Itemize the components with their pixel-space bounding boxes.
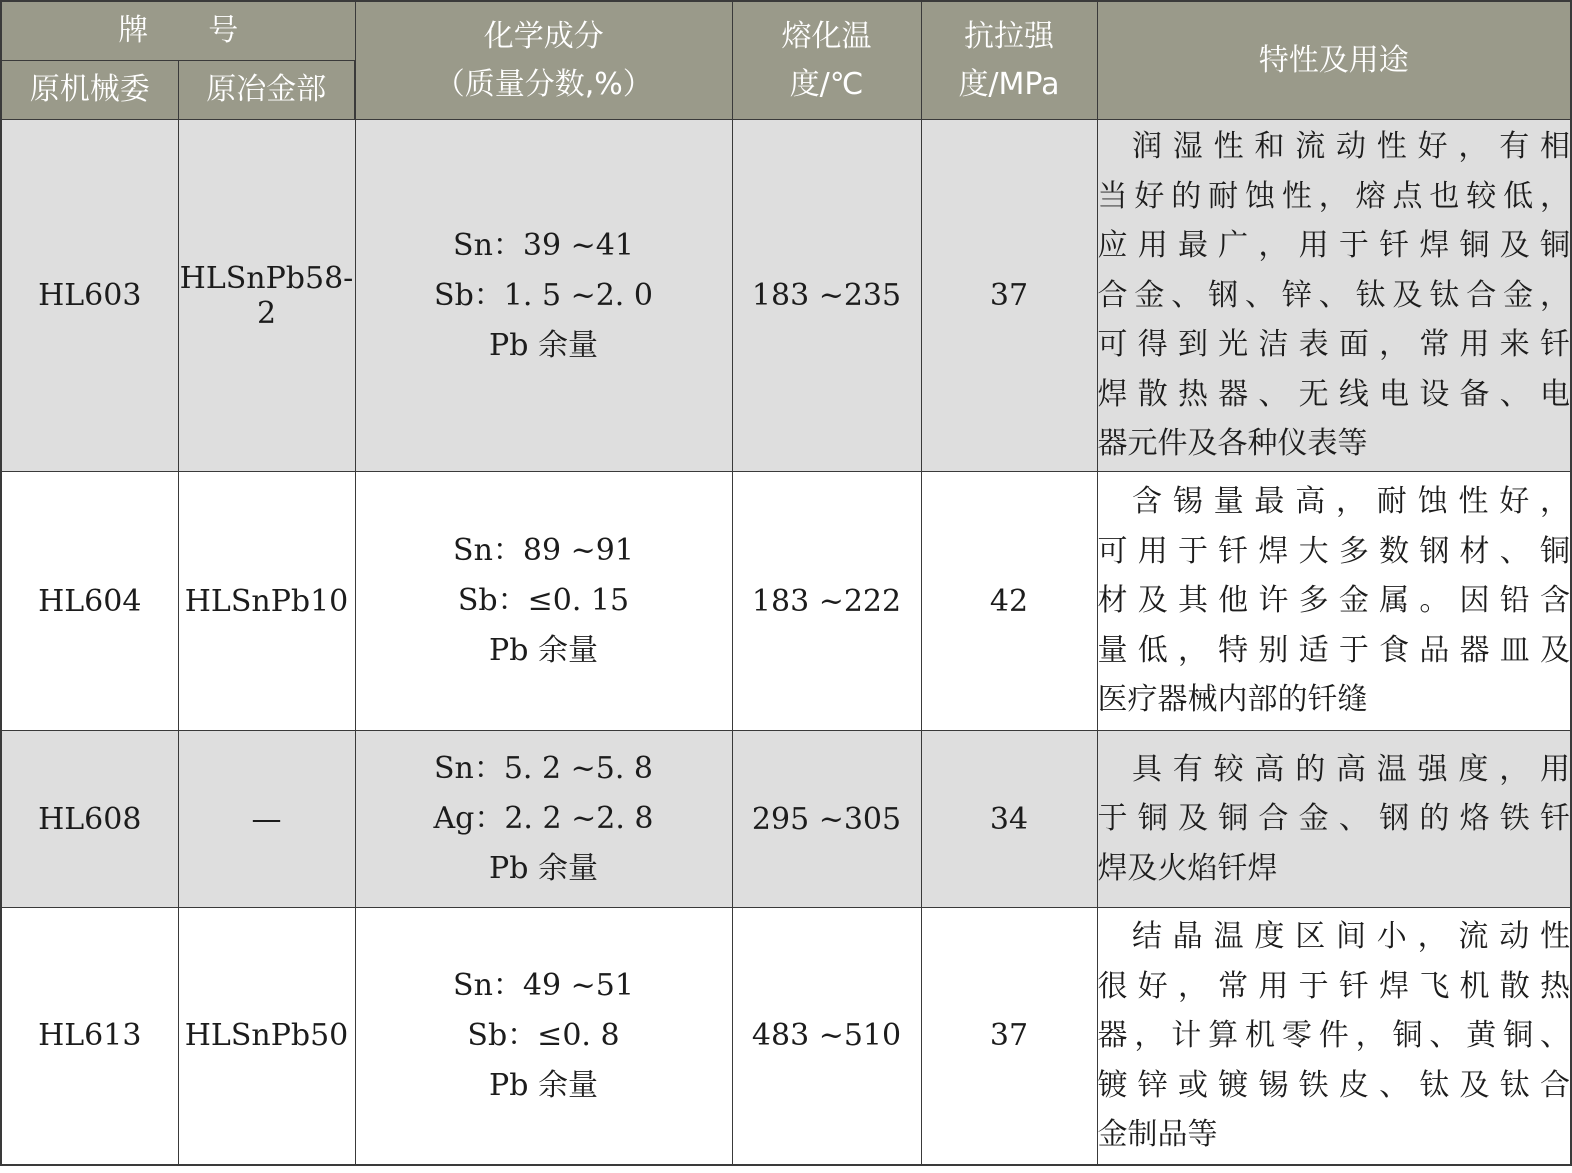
code-jxw-cell: HL613 bbox=[1, 908, 178, 1165]
melting-header-line1: 熔化温 bbox=[781, 18, 872, 54]
strength-cell: 34 bbox=[921, 731, 1097, 908]
usage-cell bbox=[1097, 472, 1571, 731]
usage-line: 材及其他许多金属。因铅含 bbox=[1097, 583, 1570, 619]
usage-line: 焊散热器、无线电设备、电 bbox=[1097, 376, 1570, 412]
usage-line: 器，计算机零件，铜、黄铜、 bbox=[1097, 1018, 1570, 1053]
usage-line: 量低，特别适于食品器皿及 bbox=[1097, 632, 1570, 668]
strength-header-line1: 抗拉强 bbox=[964, 18, 1054, 54]
usage-cell bbox=[1097, 731, 1571, 908]
composition-cell bbox=[355, 120, 732, 472]
composition-header-line1: 化学成分 bbox=[483, 18, 604, 54]
strength-header bbox=[921, 1, 1097, 120]
strength-header-line2: 度/MPa bbox=[958, 66, 1060, 102]
composition-header-line2: （质量分数,%） bbox=[434, 66, 653, 102]
usage-line: 可用于钎焊大多数钢材、铜 bbox=[1097, 533, 1570, 569]
composition-line: Pb 余量 bbox=[489, 1067, 598, 1103]
strength-cell: 37 bbox=[921, 120, 1097, 472]
composition-line: Pb 余量 bbox=[489, 327, 598, 363]
melting-cell: 483 ~510 bbox=[732, 908, 921, 1165]
usage-line: 金制品等 bbox=[1097, 1117, 1218, 1152]
table-body bbox=[1, 120, 1571, 1165]
table-header bbox=[1, 1, 1571, 120]
composition-line: Sb：≤0. 8 bbox=[467, 1017, 620, 1053]
usage-cell bbox=[1097, 908, 1571, 1165]
strength-cell: 42 bbox=[921, 472, 1097, 731]
melting-cell: 183 ~235 bbox=[732, 120, 921, 472]
composition-line: Sb：≤0. 15 bbox=[457, 583, 630, 618]
usage-line: 镀锌或镀锡铁皮、钛及钛合 bbox=[1097, 1067, 1570, 1103]
strength-cell: 37 bbox=[921, 908, 1097, 1165]
usage-line: 结晶温度区间小，流动性 bbox=[1132, 919, 1570, 954]
code-yjb-cell: HLSnPb58-2 bbox=[178, 120, 355, 472]
grade-yjb-header: 原冶金部 bbox=[178, 61, 355, 120]
melting-header-line2: 度/℃ bbox=[789, 66, 864, 102]
code-jxw-cell: HL608 bbox=[1, 731, 178, 908]
code-jxw-cell: HL603 bbox=[1, 120, 178, 472]
usage-line: 润湿性和流动性好，有相 bbox=[1132, 129, 1570, 165]
usage-line: 含锡量最高，耐蚀性好， bbox=[1132, 484, 1570, 520]
usage-line: 焊及火焰钎焊 bbox=[1097, 850, 1278, 886]
table-row bbox=[1, 472, 1571, 731]
usage-line: 应用最广，用于钎焊铜及铜 bbox=[1097, 228, 1570, 264]
composition-line: Sb：1. 5 ~2. 0 bbox=[434, 277, 653, 313]
composition-line: Sn：89 ~91 bbox=[453, 533, 634, 568]
composition-cell bbox=[355, 731, 732, 908]
table-row bbox=[1, 908, 1571, 1165]
code-yjb-cell: — bbox=[178, 731, 355, 908]
code-yjb-cell: HLSnPb10 bbox=[178, 472, 355, 731]
usage-header: 特性及用途 bbox=[1097, 1, 1571, 120]
composition-line: Sn：39 ~41 bbox=[453, 227, 634, 263]
usage-line: 于铜及铜合金、钢的烙铁钎 bbox=[1097, 801, 1570, 837]
grade-header: 牌 号 bbox=[1, 1, 355, 61]
grade-jxw-header: 原机械委 bbox=[1, 61, 178, 120]
usage-line: 具有较高的高温强度，用 bbox=[1132, 751, 1570, 787]
composition-line: Sn：5. 2 ~5. 8 bbox=[433, 751, 654, 786]
composition-header bbox=[355, 1, 732, 120]
usage-line: 器元件及各种仪表等 bbox=[1097, 426, 1368, 462]
table-row bbox=[1, 120, 1571, 472]
composition-line: Pb 余量 bbox=[489, 851, 598, 886]
melting-cell: 183 ~222 bbox=[732, 472, 921, 731]
usage-cell bbox=[1097, 120, 1571, 472]
composition-line: Pb 余量 bbox=[489, 633, 598, 668]
usage-line: 可得到光洁表面，常用来钎 bbox=[1097, 327, 1570, 363]
code-yjb-cell: HLSnPb50 bbox=[178, 908, 355, 1165]
melting-header bbox=[732, 1, 921, 120]
usage-line: 医疗器械内部的钎缝 bbox=[1097, 682, 1368, 718]
code-jxw-cell: HL604 bbox=[1, 472, 178, 731]
usage-line: 很好，常用于钎焊飞机散热 bbox=[1097, 968, 1570, 1004]
composition-cell bbox=[355, 908, 732, 1165]
table-row bbox=[1, 731, 1571, 908]
composition-cell bbox=[355, 472, 732, 731]
composition-line: Ag：2. 2 ~2. 8 bbox=[433, 801, 654, 836]
melting-cell: 295 ~305 bbox=[732, 731, 921, 908]
usage-line: 合金、钢、锌、钛及钛合金， bbox=[1097, 277, 1570, 313]
usage-line: 当好的耐蚀性，熔点也较低， bbox=[1097, 178, 1570, 214]
composition-line: Sn：49 ~51 bbox=[453, 967, 634, 1003]
